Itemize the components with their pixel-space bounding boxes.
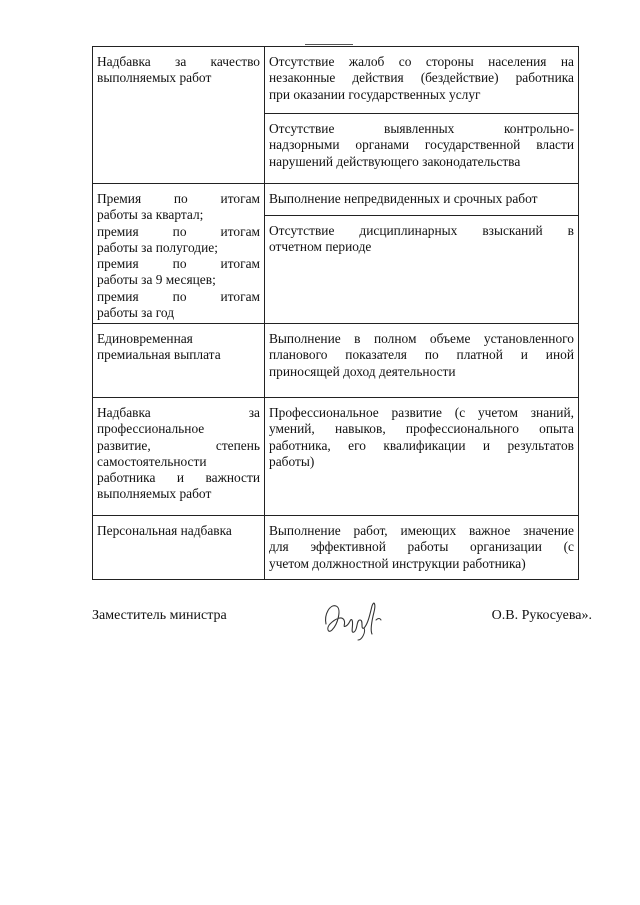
criterion-line: Профессиональное развитие (с учетом знаний,	[269, 405, 574, 420]
payment-type-cell	[93, 516, 265, 580]
criterion-line: умений, навыков, профессионального опыта	[269, 421, 574, 437]
table-row	[93, 516, 579, 580]
criterion-cell	[265, 516, 579, 580]
page-top-mark	[305, 44, 353, 45]
bonus-criteria-table	[92, 46, 579, 580]
criterion-line: приносящей доход деятельности	[269, 363, 456, 379]
criterion-line: незаконные действия (бездействие) работника	[269, 70, 574, 86]
criterion-line: Выполнение в полном объеме установленного	[269, 331, 574, 346]
payment-type-line: работы за квартал;	[97, 207, 204, 223]
payment-type-line: развитие, степень	[97, 437, 260, 453]
payment-type-line: Премия по итогам	[97, 191, 260, 206]
criterion-line: работника, его квалификации и результатов	[269, 437, 574, 453]
criterion-line: Отсутствие дисциплинарных взысканий в	[269, 223, 574, 238]
payment-type-line: Персональная надбавка	[97, 523, 232, 538]
criterion-cell	[265, 184, 579, 216]
criterion-line: планового показателя по платной и иной	[269, 347, 574, 363]
table-row	[93, 398, 579, 516]
criterion-line: при оказании государственных услуг	[269, 86, 481, 102]
criterion-line: для эффективной работы организации (с	[269, 539, 574, 555]
criterion-cell	[265, 324, 579, 398]
criterion-line: отчетном периоде	[269, 239, 372, 255]
criterion-cell	[265, 398, 579, 516]
payment-type-line: выполняемых работ	[97, 486, 212, 502]
criterion-line: работы)	[269, 453, 315, 469]
payment-type-line: премиальная выплата	[97, 347, 221, 363]
payment-type-line: работы за год	[97, 305, 175, 321]
payment-type-line: работы за полугодие;	[97, 239, 218, 255]
handwritten-signature	[320, 594, 390, 642]
payment-type-line: выполняемых работ	[97, 70, 212, 86]
criterion-line: Отсутствие жалоб со стороны населения на	[269, 54, 574, 69]
payment-type-cell	[93, 398, 265, 516]
signatory-name: О.В. Рукосуева».	[491, 608, 592, 623]
table-row	[93, 184, 579, 216]
payment-type-cell	[93, 184, 265, 324]
table-row	[93, 47, 579, 114]
signatory-role: Заместитель министра	[92, 608, 227, 623]
table-row	[93, 324, 579, 398]
payment-type-line: работы за 9 месяцев;	[97, 272, 216, 288]
payment-type-line: премия по итогам	[97, 256, 260, 272]
payment-type-line: Надбавка за качество	[97, 54, 260, 69]
payment-type-line: профессиональное	[97, 421, 205, 437]
criterion-line: надзорными органами государственной власти	[269, 137, 574, 153]
signature-block	[92, 606, 592, 646]
payment-type-line: премия по итогам	[97, 288, 260, 304]
criterion-line: Выполнение непредвиденных и срочных работ	[269, 191, 538, 206]
criterion-cell	[265, 114, 579, 184]
payment-type-line: работника и важности	[97, 470, 260, 486]
criterion-cell	[265, 47, 579, 114]
payment-type-line: Единовременная	[97, 331, 193, 346]
payment-type-cell	[93, 324, 265, 398]
payment-type-cell	[93, 47, 265, 184]
criterion-line: учетом должностной инструкции работника)	[269, 555, 526, 571]
payment-type-line: Надбавка за	[97, 405, 260, 420]
criterion-cell	[265, 216, 579, 324]
criterion-line: Отсутствие выявленных контрольно-	[269, 121, 574, 136]
criterion-line: нарушений действующего законодательства	[269, 153, 521, 169]
payment-type-line: премия по итогам	[97, 223, 260, 239]
criterion-line: Выполнение работ, имеющих важное значение	[269, 523, 574, 538]
payment-type-line: самостоятельности	[97, 453, 207, 469]
